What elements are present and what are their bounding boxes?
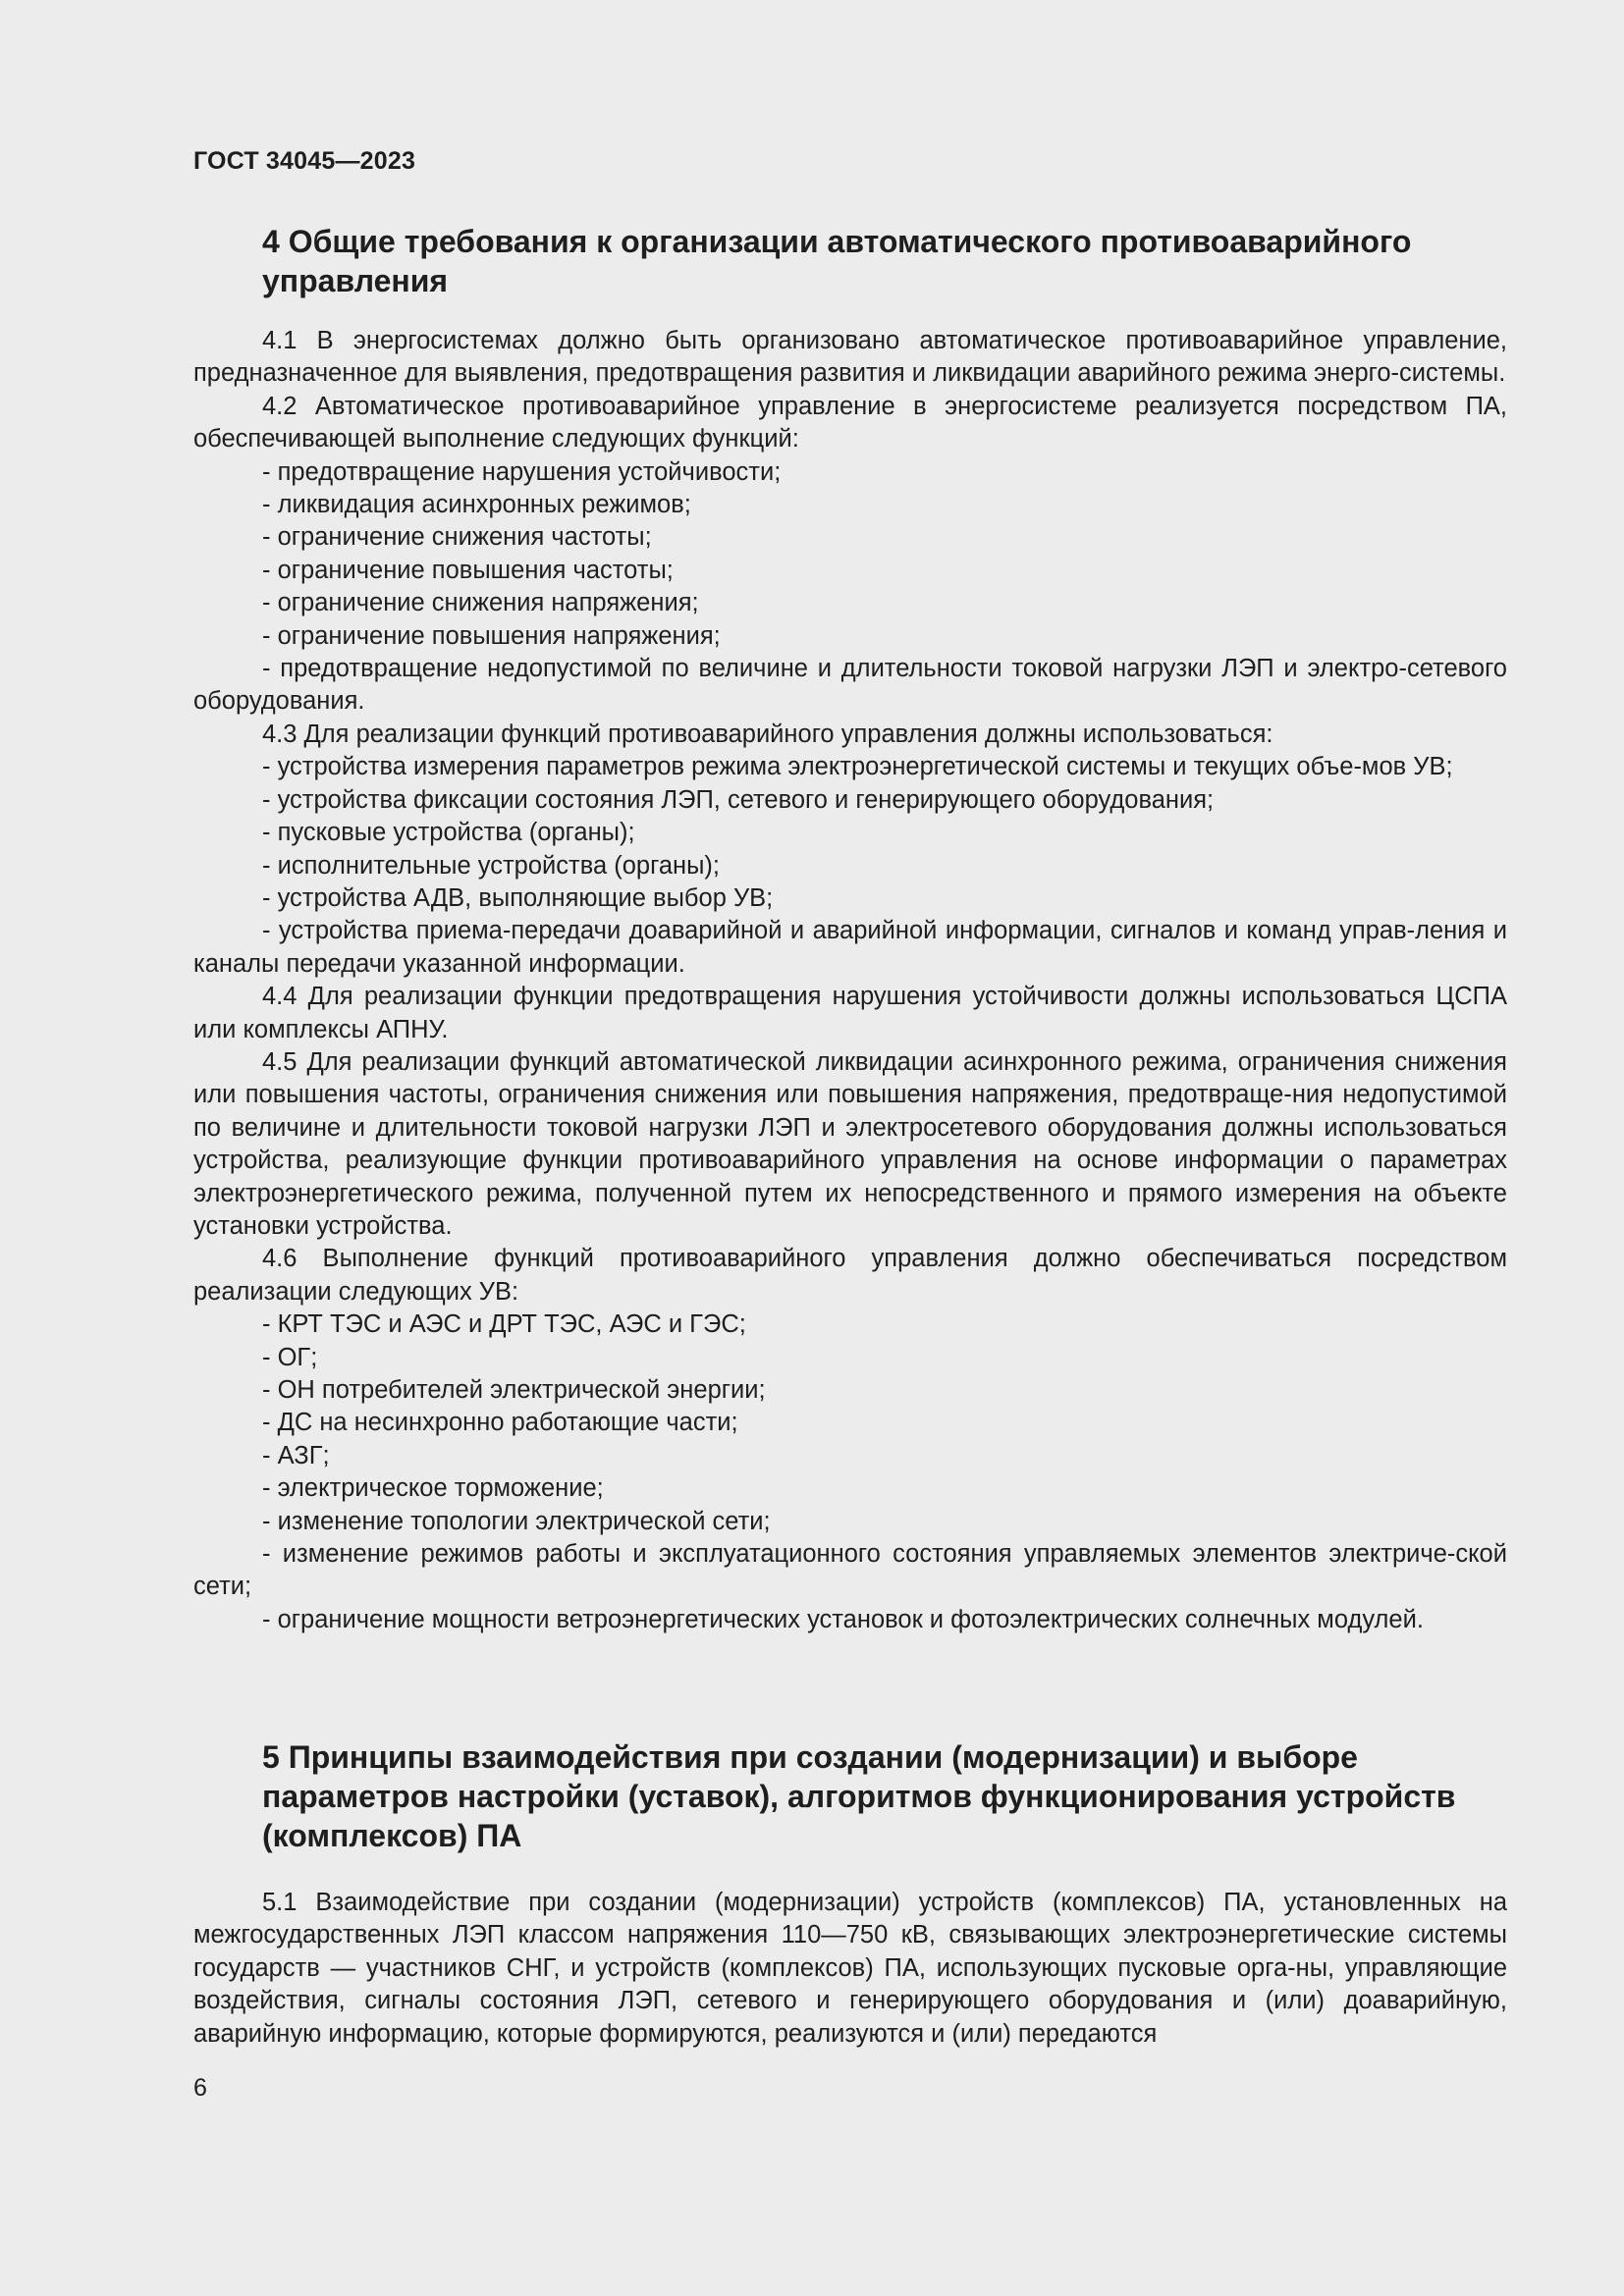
paragraph-4-6: 4.6 Выполнение функций противоаварийного управления должно обеспечиваться посредством реализации следующих УВ:: [193, 1245, 1507, 1306]
section-5-body: [193, 1887, 1507, 2051]
paragraph-4-2: 4.2 Автоматическое противоаварийное управление в энергосистеме реализуется посредством ПА, обеспечивающей выполнение следующих функций:: [193, 392, 1507, 454]
list-item: - предотвращение недопустимой по величине и длительности токовой нагрузки ЛЭП и электро-сетевого оборудования.: [193, 655, 1507, 716]
paragraph-4-4: 4.4 Для реализации функции предотвращения нарушения устойчивости должны использоваться ЦСПА или комплексы АПНУ.: [193, 983, 1507, 1043]
paragraph-4-5: 4.5 Для реализации функций автоматической ликвидации асинхронного режима, ограничения снижения или повышения частоты, ограничения снижения или повышения напряжения, предотвраще-ния недопустимой по величине и длительности токовой нагрузки ЛЭП и электросетевого оборудования должны использоваться устройства, реализующие функции противоаварийного управления на основе информации о параметрах электроэнергетического режима, полученной путем их непосредственного и прямого измерения на объекте установки устройства.: [193, 1047, 1507, 1240]
list-item: - пусковые устройства (органы);: [262, 819, 635, 847]
list-item: - устройства АДВ, выполняющие выбор УВ;: [262, 883, 774, 912]
section-4-body: [193, 325, 1507, 1636]
list-item: - изменение режимов работы и эксплуатационного состояния управляемых элементов электриче-ской сети;: [193, 1540, 1507, 1601]
list-item: - электрическое торможение;: [262, 1474, 604, 1503]
list-item: - ограничение снижения напряжения;: [262, 589, 699, 617]
section-5-heading: 5 Принципы взаимодействия при создании (модернизации) и выборе параметров настройки (уставок), алгоритмов функционирования устройств (комплексов) ПА: [262, 1739, 1456, 1853]
list-item: - ОГ;: [262, 1343, 318, 1371]
list-item: - ограничение мощности ветроэнергетических установок и фотоэлектрических солнечных модулей.: [262, 1605, 1424, 1633]
list-item: - ограничение повышения напряжения;: [262, 621, 721, 650]
list-item: - ограничение повышения частоты;: [262, 556, 674, 584]
document-code: ГОСТ 34045—2023: [193, 147, 416, 175]
page-number: 6: [193, 2074, 207, 2102]
list-item: - предотвращение нарушения устойчивости;: [262, 457, 782, 486]
list-item: - устройства приема-передачи доаварийной и аварийной информации, сигналов и команд управ-ления и каналы передачи указанной информации.: [193, 917, 1507, 978]
list-item: - КРТ ТЭС и АЭС и ДРТ ТЭС, АЭС и ГЭС;: [262, 1310, 746, 1339]
list-item: - АЗГ;: [262, 1441, 330, 1469]
list-item: - изменение топологии электрической сети;: [262, 1507, 771, 1535]
list-item: - устройства измерения параметров режима электроэнергетической системы и текущих объе-мов УВ;: [262, 753, 1453, 781]
list-item: - ликвидация асинхронных режимов;: [262, 491, 691, 519]
list-item: - устройства фиксации состояния ЛЭП, сетевого и генерирующего оборудования;: [262, 785, 1215, 814]
list-item: - ДС на несинхронно работающие части;: [262, 1409, 738, 1437]
paragraph-4-1: 4.1 В энергосистемах должно быть организовано автоматическое противоаварийное управление, предназначенное для выявления, предотвращения развития и ликвидации аварийного режима энерго-системы.: [193, 327, 1507, 388]
list-item: - ограничение снижения частоты;: [262, 523, 652, 552]
paragraph-5-1: 5.1 Взаимодействие при создании (модернизации) устройств (комплексов) ПА, установленных на межгосударственных ЛЭП классом напряжения 110—750 кВ, связывающих электроэнергетические системы государств — участников СНГ, и устройств (комплексов) ПА, использующих пусковые орга-ны, управляющие воздействия, сигналы состояния ЛЭП, сетевого и генерирующего оборудования и (или) доаварийную, аварийную информацию, которые формируются, реализуются и (или) передаются: [193, 1889, 1507, 2048]
section-4-heading: 4 Общие требования к организации автоматического противоаварийного управления: [262, 224, 1412, 298]
list-item: - исполнительные устройства (органы);: [262, 851, 720, 880]
list-item: - ОН потребителей электрической энергии;: [262, 1376, 766, 1404]
paragraph-4-3: 4.3 Для реализации функций противоаварийного управления должны использоваться:: [262, 720, 1273, 748]
